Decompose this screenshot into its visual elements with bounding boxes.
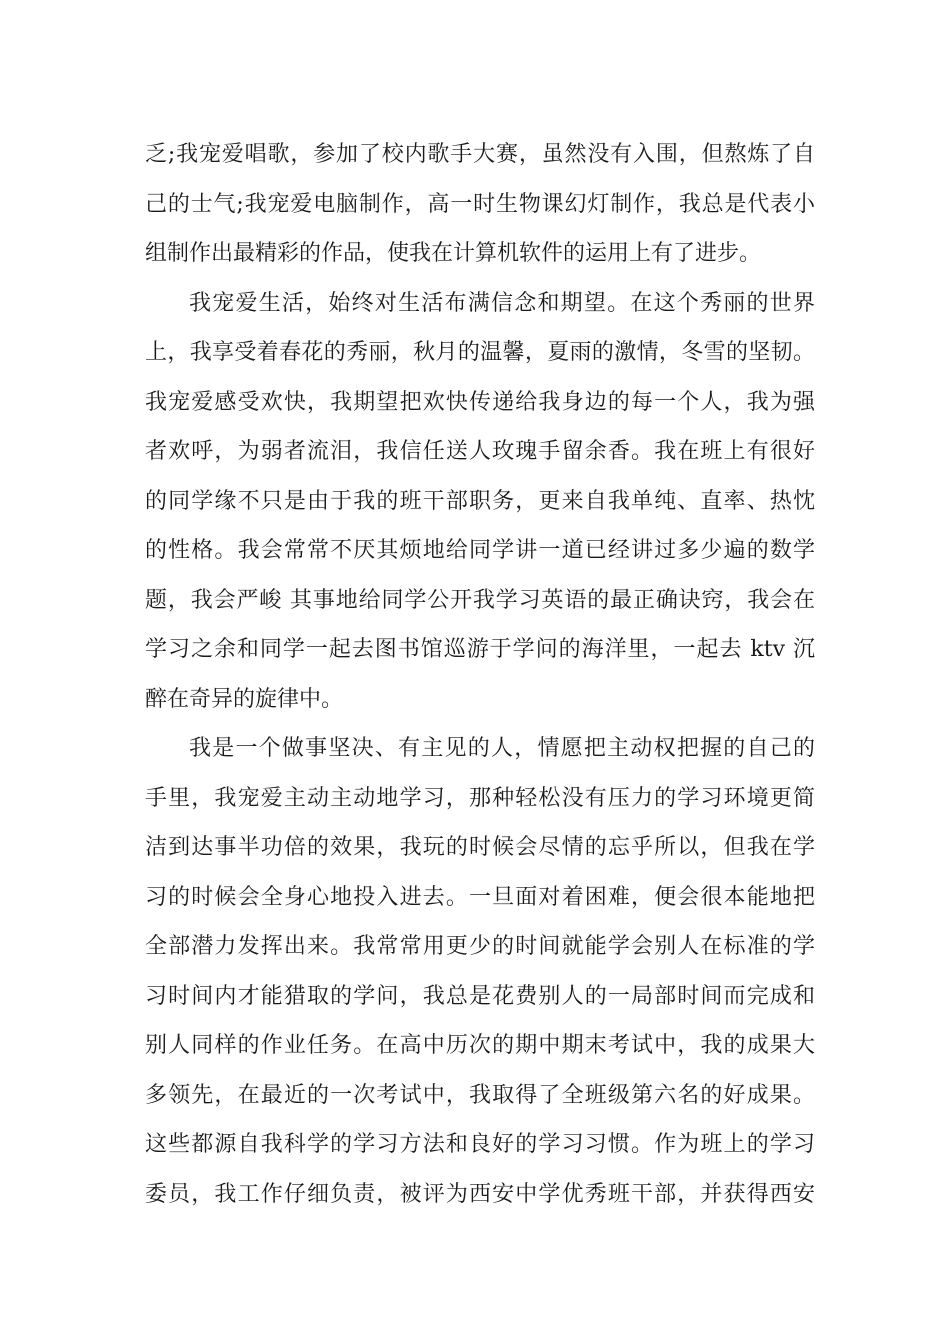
text-line: 别人同样的作业任务。在高中历次的期中期末考试中，我的成果大	[145, 1033, 815, 1058]
text-line: 学习之余和同学一起去图书馆巡游于学问的海洋里，一起去 ktv 沉	[145, 637, 815, 662]
text-line: 己的士气;我宠爱电脑制作，高一时生物课幻灯制作，我总是代表小	[145, 191, 815, 217]
text-line: 全部潜力发挥出来。我常常用更少的时间就能学会别人在标准的学	[145, 934, 815, 959]
text-line: 组制作出最精彩的作品，使我在计算机软件的运用上有了进步。	[145, 241, 762, 266]
text-line: 的性格。我会常常不厌其烦地给同学讲一道已经讲过多少遍的数学	[145, 538, 815, 563]
text-line: 习的时候会全身心地投入进去。一旦面对着困难，便会很本能地把	[145, 884, 815, 910]
paragraph	[145, 279, 815, 725]
text-line: 习时间内才能猎取的学问，我总是花费别人的一局部时间而完成和	[145, 983, 815, 1009]
text-line: 我宠爱感受欢快，我期望把欢快传递给我身边的每一个人，我为强	[145, 389, 815, 415]
text-line: 委员，我工作仔细负责，被评为西安中学优秀班干部，并获得西安	[145, 1181, 815, 1207]
body-text	[145, 130, 815, 1219]
text-line: 乏;我宠爱唱歌，参加了校内歌手大赛，虽然没有入围，但熬炼了自	[145, 142, 815, 167]
text-line: 多领先，在最近的一次考试中，我取得了全班级第六名的好成果。	[145, 1082, 815, 1108]
text-line: 手里，我宠爱主动主动地学习，那种轻松没有压力的学习环境更简	[145, 785, 815, 811]
text-line: 这些都源自我科学的学习方法和良好的学习习惯。作为班上的学习	[145, 1132, 815, 1157]
text-line: 醉在奇异的旋律中。	[145, 686, 344, 712]
text-line: 者欢呼，为弱者流泪，我信任送人玫瑰手留余香。我在班上有很好	[145, 439, 815, 464]
text-line: 的同学缘不只是由于我的班干部职务，更来自我单纯、直率、热忱	[145, 488, 815, 514]
paragraph	[145, 130, 815, 279]
text-line: 上，我享受着春花的秀丽，秋月的温馨，夏雨的激情，冬雪的坚韧。	[145, 340, 815, 365]
text-line: 题，我会严峻 其事地给同学公开我学习英语的最正确诀窍，我会在	[145, 587, 815, 613]
text-line: 洁到达事半功倍的效果，我玩的时候会尽情的忘乎所以，但我在学	[145, 835, 815, 860]
paragraph	[145, 724, 815, 1219]
text-line: 我宠爱生活，始终对生活布满信念和期望。在这个秀丽的世界	[189, 290, 815, 316]
text-line: 我是一个做事坚决、有主见的人，情愿把主动权把握的自己的	[189, 736, 815, 761]
